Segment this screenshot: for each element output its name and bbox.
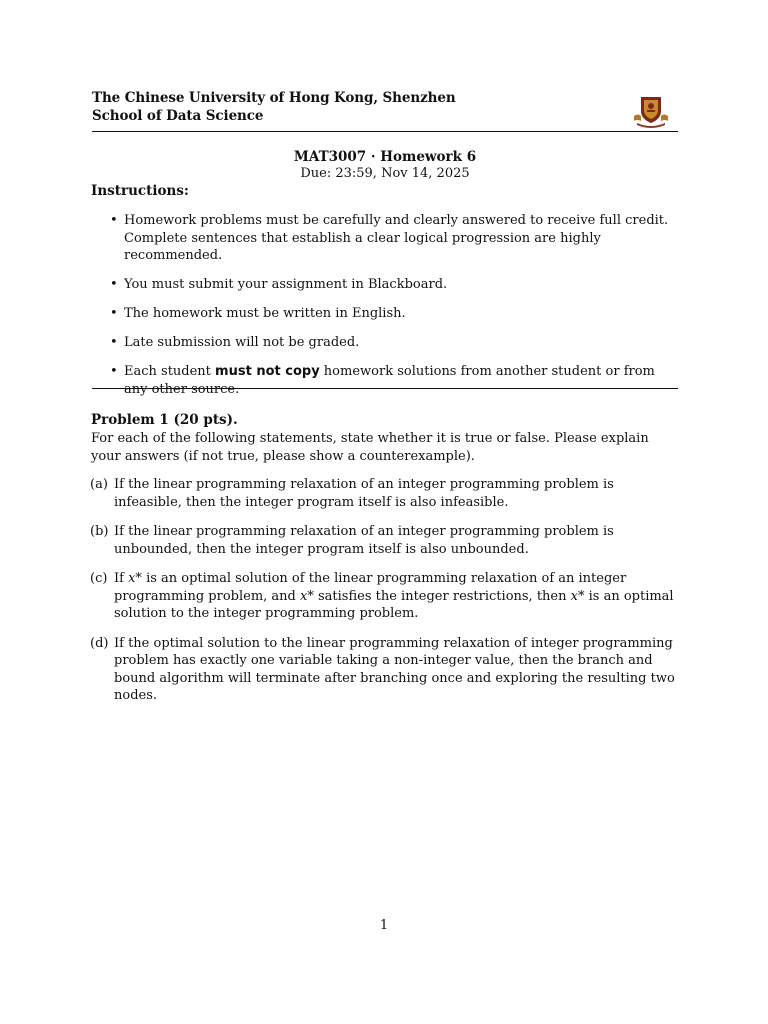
part-text: If <box>114 571 129 586</box>
part-label: (b) <box>90 524 109 539</box>
list-item <box>90 570 680 623</box>
list-item <box>90 523 680 558</box>
header-divider <box>92 131 678 132</box>
part-label: (d) <box>90 635 109 651</box>
part-label: (c) <box>90 571 108 586</box>
bullet-icon: • <box>110 306 118 321</box>
list-item <box>108 276 678 294</box>
instructions-heading: Instructions: <box>91 183 189 199</box>
bullet-icon: • <box>110 277 118 292</box>
bullet-icon: • <box>110 213 118 228</box>
part-text: If the linear programming relaxation of an integer programming problem is infeasible, then the integer program itself is also infeasible. <box>114 477 614 510</box>
instruction-text: You must submit your assignment in Blackboard. <box>124 277 448 292</box>
problem-parts <box>90 476 680 717</box>
part-text: If the linear programming relaxation of an integer programming problem is unbounded, then the integer program itself is also unbounded. <box>114 524 614 557</box>
page-number: 1 <box>379 918 389 933</box>
homework-title: MAT3007 · Homework 6 <box>293 149 477 165</box>
university-crest-icon <box>632 94 670 128</box>
math-variable: x* <box>300 588 314 604</box>
bullet-icon: • <box>110 364 118 379</box>
part-text: If the optimal solution to the linear programming relaxation of integer programming problem has exactly one variable taking a non-integer value, then the branch and bound algorithm will terminate after branching once and exploring the resulting two nodes. <box>114 635 675 703</box>
instruction-text: Homework problems must be carefully and clearly answered to receive full credit. Complete sentences that establish a clear logical progression are highly recommended. <box>124 213 669 263</box>
instruction-text: The homework must be written in English. <box>124 306 406 321</box>
school-name: School of Data Science <box>92 108 264 124</box>
math-variable: x* <box>128 571 142 586</box>
list-item <box>90 635 680 705</box>
header <box>92 89 678 125</box>
list-item <box>108 363 678 398</box>
math-variable: x* <box>570 588 585 604</box>
due-date: Due: 23:59, Nov 14, 2025 <box>300 166 470 181</box>
emphasis-text: must not copy <box>215 364 320 379</box>
university-name: The Chinese University of Hong Kong, Shenzhen <box>92 90 456 106</box>
list-item <box>108 212 678 265</box>
bullet-icon: • <box>110 335 118 350</box>
part-text: satisfies the integer restrictions, then <box>313 588 571 604</box>
instruction-text: Late submission will not be graded. <box>124 335 360 350</box>
title-block <box>92 149 678 183</box>
instruction-text-pre: Each student <box>124 364 216 379</box>
part-text: is an optimal solution to the integer programming problem. <box>114 588 674 621</box>
section-divider <box>92 388 678 389</box>
part-label: (a) <box>90 477 108 492</box>
list-item <box>90 476 680 511</box>
instruction-text-post: homework solutions from another student or from any other source. <box>124 364 655 397</box>
list-item <box>108 334 678 352</box>
list-item <box>108 305 678 323</box>
problem-title: Problem 1 (20 pts). <box>91 412 238 428</box>
instructions-list <box>108 212 678 410</box>
problem-intro: For each of the following statements, state whether it is true or false. Please explain your answers (if not true, please show a counterexample). <box>91 431 649 464</box>
part-text: is an optimal solution of the linear programming relaxation of an integer programming problem, and <box>114 571 627 604</box>
